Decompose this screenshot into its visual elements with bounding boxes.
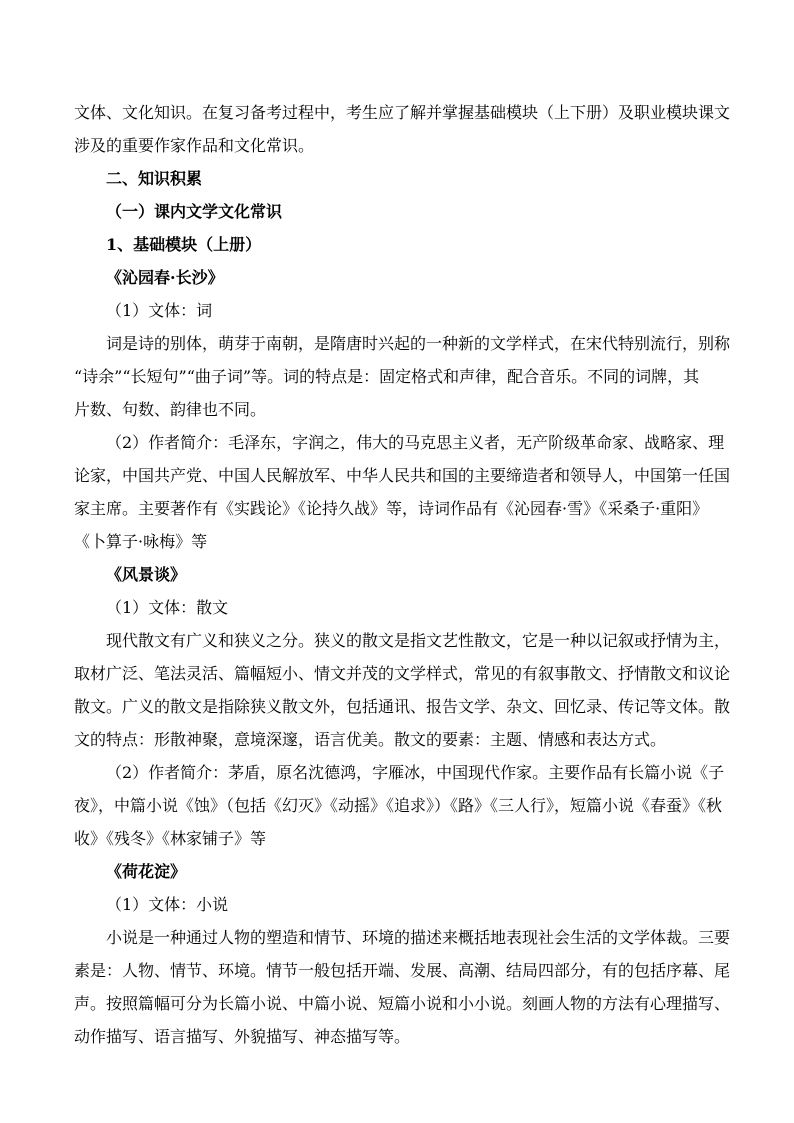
genre-heading: （1）文体：词: [106, 301, 213, 320]
work-title: 《荷花淀》: [106, 862, 187, 881]
subsection-heading: （一）课内文学文化常识: [106, 202, 283, 221]
genre-line: 文的特点：形散神聚，意境深邃，语言优美。散文的要素：主题、情感和表达方式。: [74, 730, 667, 749]
author-line: （2）作者简介：毛泽东，字润之，伟大的马克思主义者，无产阶级革命家、战略家、理: [106, 433, 725, 452]
author-line: 家主席。主要著作有《实践论》《论持久战》等，诗词作品有《沁园春·雪》《采桑子·重阳》: [74, 499, 709, 518]
genre-line: 现代散文有广义和狭义之分。狭义的散文是指文艺性散文，它是一种以记叙或抒情为主，: [106, 631, 730, 650]
intro-line-1: 文体、文化知识。在复习备考过程中，考生应了解并掌握基础模块（上下册）及职业模块课文: [74, 103, 730, 122]
genre-line: 动作描写、语言描写、外貌描写、神态描写等。: [74, 1027, 411, 1046]
work-title: 《风景谈》: [106, 565, 187, 584]
genre-line: 片数、句数、韵律也不同。: [74, 400, 267, 419]
author-line: 论家，中国共产党、中国人民解放军、中华人民共和国的主要缔造者和领导人，中国第一任国: [74, 466, 730, 485]
genre-line: 词是诗的别体，萌芽于南朝，是隋唐时兴起的一种新的文学样式，在宋代特别流行，别称: [106, 334, 730, 353]
work-title: 《沁园春·长沙》: [106, 268, 224, 287]
intro-line-2: 涉及的重要作家作品和文化常识。: [74, 136, 315, 155]
genre-line: 取材广泛、笔法灵活、篇幅短小、情文并茂的文学样式，常见的有叙事散文、抒情散文和议论: [74, 664, 730, 683]
genre-line: 小说是一种通过人物的塑造和情节、环境的描述来概括地表现社会生活的文学体裁。三要: [106, 928, 730, 947]
genre-heading: （1）文体：小说: [106, 895, 229, 914]
author-line: 收》《残冬》《林家铺子》等: [74, 829, 267, 848]
module-heading: 1、基础模块（上册）: [106, 235, 262, 254]
section-heading: 二、知识积累: [106, 169, 203, 188]
document-page: [74, 96, 730, 1053]
author-line: 《卜算子·咏梅》等: [74, 532, 208, 551]
genre-heading: （1）文体：散文: [106, 598, 229, 617]
genre-line: 声。按照篇幅可分为长篇小说、中篇小说、短篇小说和小小说。刻画人物的方法有心理描写、: [74, 994, 730, 1013]
genre-line: 素是：人物、情节、环境。情节一般包括开端、发展、高潮、结局四部分，有的包括序幕、尾: [74, 961, 730, 980]
genre-line: 散文。广义的散文是指除狭义散文外，包括通讯、报告文学、杂文、回忆录、传记等文体。散: [74, 697, 730, 716]
author-line: 夜》，中篇小说《蚀》（包括《幻灭》《动摇》《追求》）《路》《三人行》，短篇小说《春蚕》《秋: [74, 796, 723, 815]
genre-line: “诗余”“长短句”“曲子词”等。词的特点是：固定格式和声律，配合音乐。不同的词牌，其: [74, 367, 700, 386]
author-line: （2）作者简介：茅盾，原名沈德鸿，字雁冰，中国现代作家。主要作品有长篇小说《子: [106, 763, 725, 782]
